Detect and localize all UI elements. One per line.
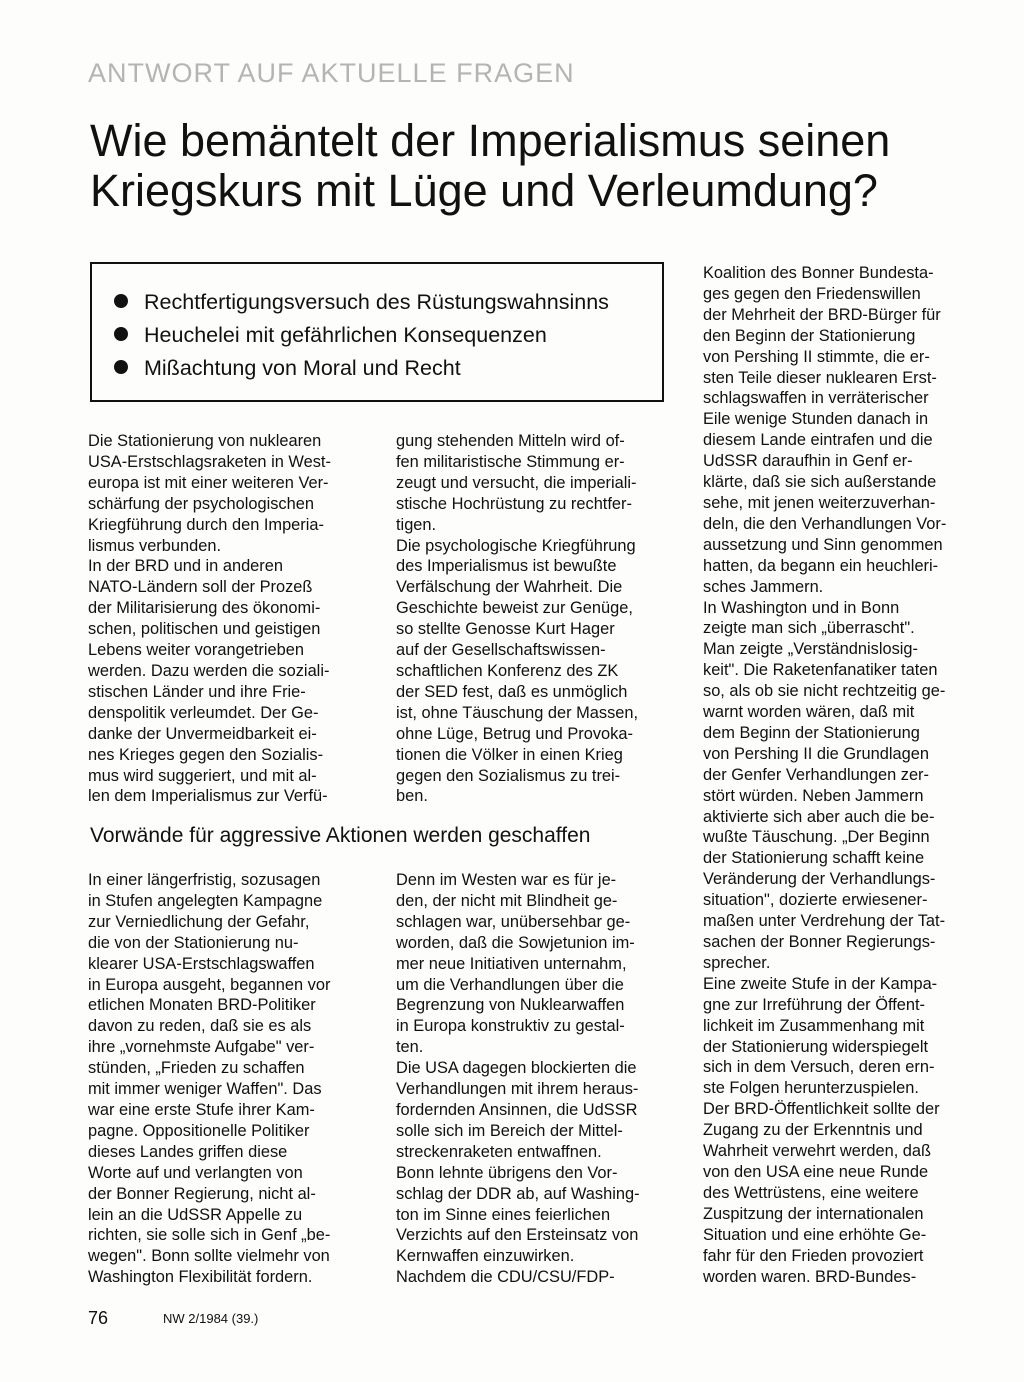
section-kicker: ANTWORT AUF AKTUELLE FRAGEN	[88, 58, 575, 88]
paragraph: Die Stationierung von nuklearen USA-Erstschlagsraketen in West- europa ist mit einer weiteren Ver- schärfung der psychologischen Kriegführung durch den Imperia- lismus verbunden.	[88, 432, 331, 555]
bullet-text: Mißachtung von Moral und Recht	[144, 356, 461, 380]
paragraph: In der BRD und in anderen NATO-Ländern soll der Prozeß der Militarisierung des ökonomi- schen, politischen und geistigen Lebens weiter vorangetrieben werden. Dazu werden die soziali- stischen Länder und ihre Frie- denspolitik verleumdet. Der Ge- danke der Unvermeidbarkeit ei- nes Krieges gegen den Sozialis- mus wird suggeriert, und mit al- len dem Imperialismus zur Verfü-	[88, 557, 330, 806]
summary-bullet-box	[90, 262, 664, 402]
bullet-list	[92, 264, 662, 385]
paragraph: gung stehenden Mitteln wird of- fen militaristische Stimmung er- zeugt und versucht, die imperiali- stische Hochrüstung zu rechtfer- tigen.	[396, 432, 637, 534]
column-left-bottom	[88, 870, 368, 1288]
column-right	[703, 263, 993, 1287]
article-headline	[90, 116, 970, 216]
bullet-item	[114, 286, 662, 319]
bullet-text: Heuchelei mit gefährlichen Konsequenzen	[144, 323, 547, 347]
paragraph: Die USA dagegen blockierten die Verhandlungen mit ihrem heraus- fordernden Ansinnen, die UdSSR solle sich im Bereich der Mittel- streckenraketen entwaffnen. Bonn lehnte übrigens den Vor- schlag der DDR ab, auf Washing- ton im Sinne eines feierlichen Verzichts auf den Ersteinsatz von Kernwaffen einzuwirken.	[396, 1059, 640, 1266]
paragraph: Die psychologische Kriegführung des Imperialismus ist bewußte Verfälschung der Wahrheit. Die Geschichte beweist zur Genüge, so stellte Genosse Kurt Hager auf der Gesellschaftswissen- schaftlichen Konferenz des ZK der SED fest, daß es unmöglich ist, ohne Täuschung der Massen, ohne Lüge, Betrug und Provoka- tionen die Völker in einen Krieg gegen den Sozialismus zu trei- ben.	[396, 536, 639, 806]
headline-line-2: Kriegskurs mit Lüge und Verleumdung?	[90, 165, 878, 216]
section-subheading: Vorwände für aggressive Aktionen werden geschaffen	[90, 824, 591, 847]
issue-label: NW 2/1984 (39.)	[163, 1311, 259, 1326]
column-left-top	[88, 431, 368, 807]
paragraph: In Washington und in Bonn zeigte man sich „überrascht". Man zeigte „Verständnislosig- keit". Die Raketenfanatiker taten so, als ob sie nicht rechtzeitig ge- warnt worden wären, daß mit dem Beginn der Stationierung von Pershing II die Grundlagen der Genfer Verhandlungen zer- stört würden. Neben Jammern aktivierte sich aber auch die be- wußte Täuschung. „Der Beginn der Stationierung schafft keine Veränderung der Verhandlungs- situation", dozierte erwiesener- maßen unter Verdrehung der Tat- sachen der Bonner Regierungs- sprecher.	[703, 598, 946, 972]
column-middle-top	[396, 431, 676, 807]
bullet-dot-icon	[114, 327, 128, 341]
paragraph: Nachdem die CDU/CSU/FDP-	[396, 1268, 615, 1287]
paragraph: Eine zweite Stufe in der Kampa- gne zur Irreführung der Öffent- lichkeit im Zusammenhang mit der Stationierung widerspiegelt sich in dem Versuch, deren ern- ste Folgen herunterzuspielen. Der BRD-Öffentlichkeit sollte der Zugang zu der Erkenntnis und Wahrheit verwehrt werden, daß von den USA eine neue Runde des Wettrüstens, eine weitere Zuspitzung der internationalen Situation und eine erhöhte Ge- fahr für den Frieden provoziert worden waren. BRD-Bundes-	[703, 974, 940, 1286]
bullet-text: Rechtfertigungsversuch des Rüstungswahnsinns	[144, 290, 609, 314]
bullet-item	[114, 352, 662, 385]
paragraph: Denn im Westen war es für je- den, der nicht mit Blindheit ge- schlagen war, unübersehbar ge- worden, daß die Sowjetunion im- mer neue Initiativen unternahm, um die Verhandlungen über die Begrenzung von Nuklearwaffen in Europa konstruktiv zu gestal- ten.	[396, 871, 635, 1057]
bullet-item	[114, 319, 662, 352]
paragraph: Koalition des Bonner Bundesta- ges gegen den Friedenswillen der Mehrheit der BRD-Bürger für den Beginn der Stationierung von Pershing II stimmte, die er- sten Teile dieser nuklearen Erst- schlagswaffen in verräterischer Eile wenige Stunden danach in diesem Lande eintrafen und die UdSSR daraufhin in Genf er- klärte, daß sie sich außerstande sehe, mit jenen weiterzuverhan- deln, die den Verhandlungen Vor- aussetzung und Sinn genommen hatten, da begann ein heuchleri- sches Jammern.	[703, 264, 947, 596]
headline-line-1: Wie bemäntelt der Imperialismus seinen	[90, 115, 891, 166]
paragraph: In einer längerfristig, sozusagen in Stufen angelegten Kampagne zur Verniedlichung der Gefahr, die von der Stationierung nu- klearer USA-Erstschlagswaffen in Europa ausgeht, begannen vor etlichen Monaten BRD-Politiker davon zu reden, daß sie es als ihre „vornehmste Aufgabe" ver- stünden, „Frieden zu schaffen mit immer weniger Waffen". Das war eine erste Stufe ihrer Kam- pagne. Oppositionelle Politiker dieses Landes griffen diese Worte auf und verlangten von der Bonner Regierung, nicht al- lein an die UdSSR Appelle zu richten, sie solle sich in Genf „be- wegen". Bonn sollte vielmehr von Washington Flexibilität fordern.	[88, 871, 331, 1287]
column-middle-bottom	[396, 870, 676, 1288]
page-number: 76	[88, 1308, 109, 1328]
bullet-dot-icon	[114, 294, 128, 308]
bullet-dot-icon	[114, 360, 128, 374]
